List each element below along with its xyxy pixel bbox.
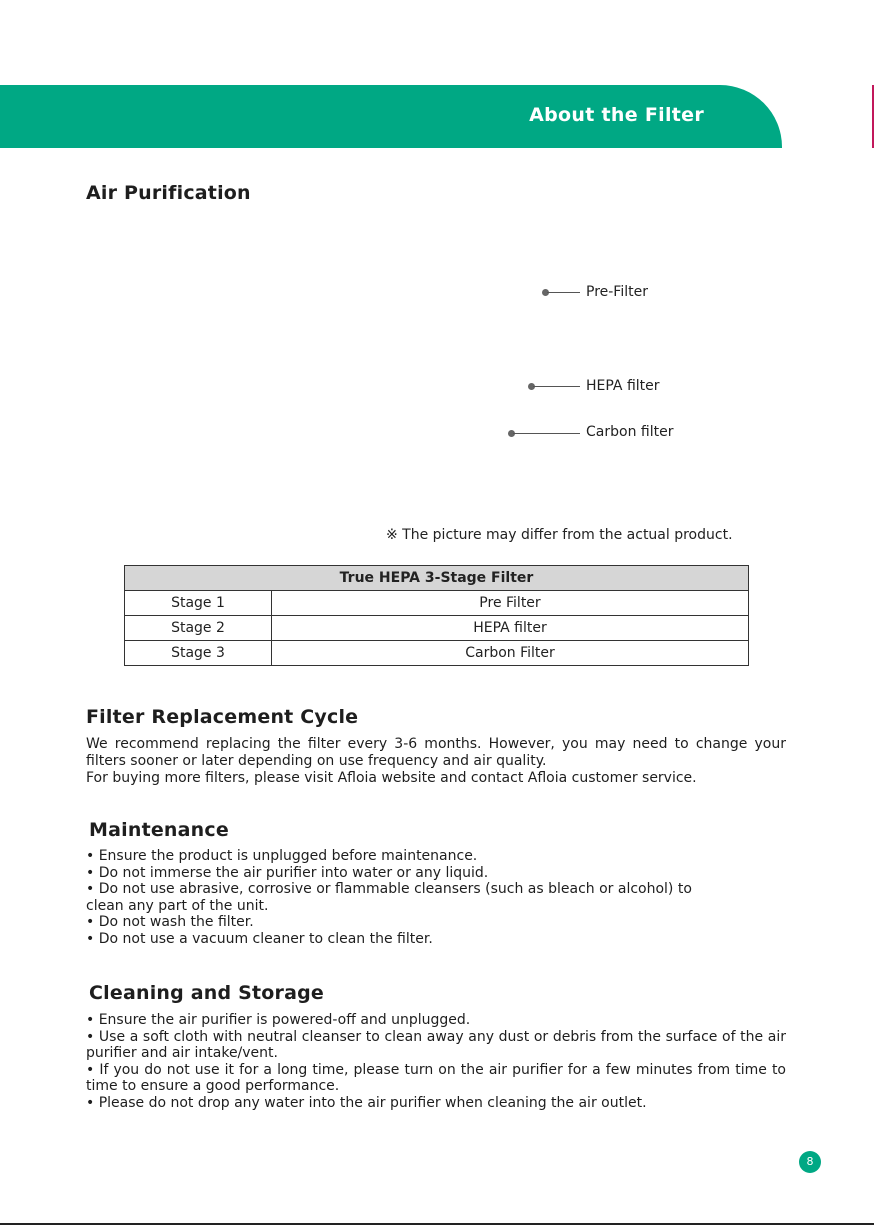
list-item: • Do not use abrasive, corrosive or flammable cleansers (such as bleach or alcohol) to clean any part of the unit. [86,881,692,914]
list-item: • Use a soft cloth with neutral cleanser to clean away any dust or debris from the surface of the air purifier and air intake/vent. [86,1028,786,1061]
list-item: • Please do not drop any water into the air purifier when cleaning the air outlet. [86,1094,647,1111]
callout-carbon-filter: Carbon filter [586,424,674,440]
callout-hepa-filter-pointer [528,381,580,393]
list-item: • Do not immerse the air purifier into water or any liquid. [86,864,489,881]
stage-cell: Stage 3 [125,641,272,666]
replacement-text [86,736,786,787]
filter-stage-table [124,565,749,666]
filter-cell: Carbon Filter [272,641,749,666]
list-item: • If you do not use it for a long time, please turn on the air purifier for a few minutes from time to time to ensure a good performance. [86,1061,786,1094]
list-item: • Ensure the air purifier is powered-off and unplugged. [86,1012,471,1028]
replacement-heading: Filter Replacement Cycle [86,706,359,728]
filter-cell: Pre Filter [272,591,749,616]
callout-line [547,292,580,293]
buying-paragraph: For buying more filters, please visit Afloia website and contact Afloia customer service. [86,770,697,786]
table-header-row [125,566,749,591]
maintenance-heading: Maintenance [89,819,229,841]
table-row [125,591,749,616]
callout-pre-filter: Pre-Filter [586,284,648,300]
list-item: • Ensure the product is unplugged before maintenance. [86,848,478,864]
table-title: True HEPA 3-Stage Filter [125,566,749,591]
callout-carbon-filter-pointer [508,428,580,440]
stage-cell: Stage 2 [125,616,272,641]
air-purification-heading: Air Purification [86,182,251,204]
bottom-rule [0,1223,874,1225]
section-banner [0,85,782,148]
list-item: • Do not wash the filter. [86,914,254,930]
table-row [125,616,749,641]
picture-note: ※ The picture may differ from the actual product. [386,527,733,543]
section-title: About the Filter [529,104,704,126]
filter-cell: HEPA filter [272,616,749,641]
callout-line [533,386,580,387]
callout-pre-filter-pointer [542,287,580,299]
callout-line [513,433,580,434]
cleaning-list [86,1012,786,1111]
cleaning-heading: Cleaning and Storage [89,982,325,1004]
list-item: • Do not use a vacuum cleaner to clean the filter. [86,930,433,947]
replacement-paragraph: We recommend replacing the filter every 3-6 months. However, you may need to change your filters sooner or later depending on use frequency and air quality. [86,736,786,769]
table-row [125,641,749,666]
page-number: 8 [799,1151,821,1173]
maintenance-list [86,848,726,947]
stage-cell: Stage 1 [125,591,272,616]
callout-hepa-filter: HEPA filter [586,378,660,394]
